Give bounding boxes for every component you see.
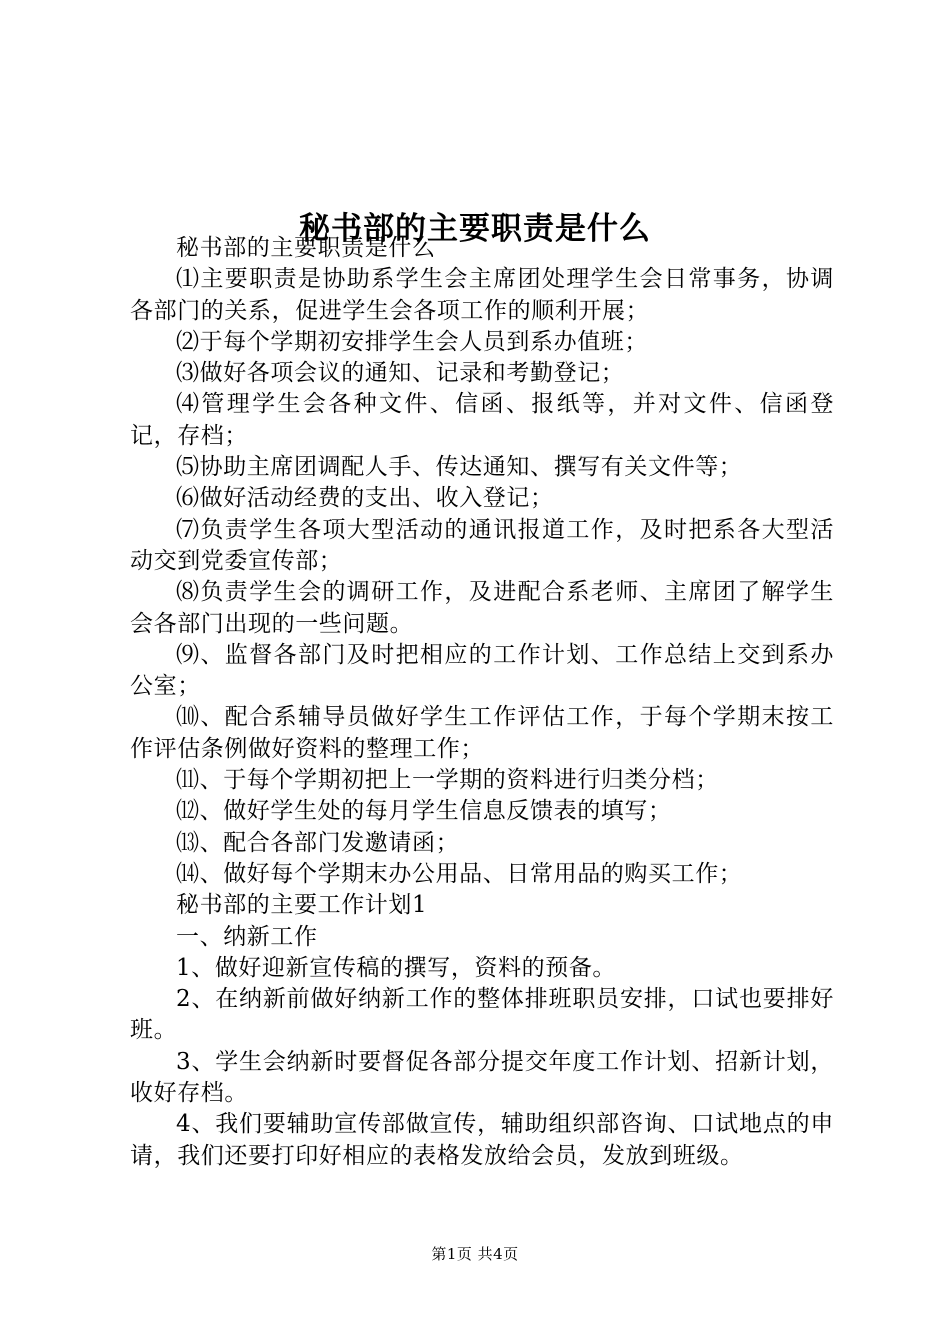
paragraph: 一、纳新工作 xyxy=(176,923,318,950)
paragraph: 秘书部的主要职责是什么 xyxy=(176,235,436,261)
paragraph: ⑶做好各项会议的通知、记录和考勤登记； xyxy=(176,360,625,387)
paragraph: ⑵于每个学期初安排学生会人员到系办值班； xyxy=(176,328,648,355)
paragraph: 秘书部的主要工作计划1 xyxy=(176,892,428,919)
paragraph: ⑼、监督各部门及时把相应的工作计划、工作总结上交到系办公室； xyxy=(130,641,834,700)
document-title: 秘书部的主要职责是什么 xyxy=(299,210,651,247)
paragraph: 2、在纳新前做好纳新工作的整体排班职员安排，口试也要排好班。 xyxy=(130,986,834,1044)
paragraph: ⑾、于每个学期初把上一学期的资料进行归类分档； xyxy=(176,767,719,794)
document-body xyxy=(130,233,834,1172)
paragraph: 1、做好迎新宣传稿的撰写，资料的预备。 xyxy=(176,954,617,981)
paragraph: ⑸协助主席团调配人手、传达通知、撰写有关文件等； xyxy=(176,454,743,481)
paragraph: 3、学生会纳新时要督促各部分提交年度工作计划、招新计划，收好存档。 xyxy=(130,1048,834,1107)
paragraph: ⑴主要职责是协助系学生会主席团处理学生会日常事务，协调各部门的关系，促进学生会各项工作的顺利开展； xyxy=(130,266,834,324)
paragraph: 4、我们要辅助宣传部做宣传，辅助组织部咨询、口试地点的申请，我们还要打印好相应的表格发放给会员，发放到班级。 xyxy=(130,1111,834,1169)
paragraph: ⑽、配合系辅导员做好学生工作评估工作，于每个学期末按工作评估条例做好资料的整理工作； xyxy=(130,704,834,762)
paragraph: ⑻负责学生会的调研工作，及进配合系老师、主席团了解学生会各部门出现的一些问题。 xyxy=(130,579,834,637)
paragraph: ⒁、做好每个学期末办公用品、日常用品的购买工作； xyxy=(176,860,743,887)
paragraph: ⑷管理学生会各种文件、信函、报纸等，并对文件、信函登记，存档； xyxy=(130,391,834,449)
paragraph: ⒀、配合各部门发邀请函； xyxy=(176,829,460,856)
paragraph: ⑺负责学生各项大型活动的通讯报道工作，及时把系各大型活动交到党委宣传部； xyxy=(130,516,834,574)
page-footer: 第1页 共4页 xyxy=(431,1245,519,1263)
paragraph: ⑿、做好学生处的每月学生信息反馈表的填写； xyxy=(176,798,672,825)
paragraph: ⑹做好活动经费的支出、收入登记； xyxy=(176,485,554,512)
